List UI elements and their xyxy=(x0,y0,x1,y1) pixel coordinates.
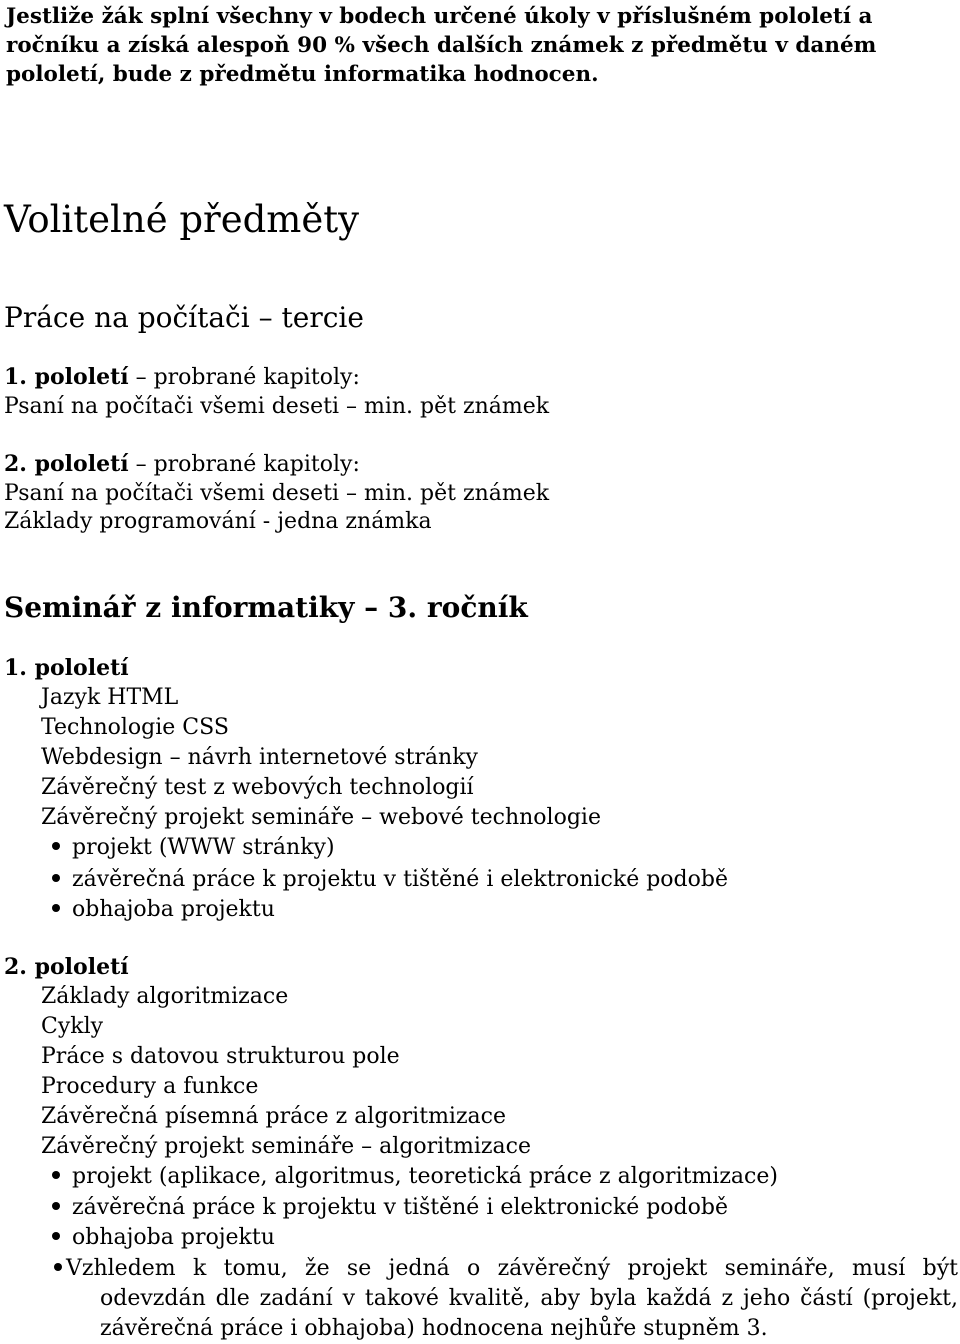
subject2-sem2-label: 2. pololetí xyxy=(4,954,129,980)
bullet-text: obhajoba projektu xyxy=(72,1225,275,1250)
subject2-sem1-item: Webdesign – návrh internetové stránky xyxy=(41,745,478,770)
intro-paragraph: Jestliže žák splní všechny v bodech určené úkoly v příslušném pololetí a ročníku a získá alespoň 90 % všech dalších známek z předmětu v daném pololetí, bude z předmětu informatika hodnocen. xyxy=(6,4,877,87)
section-title: Volitelné předměty xyxy=(4,198,360,241)
bullet-item xyxy=(52,1162,778,1192)
note-bullet xyxy=(54,1254,958,1344)
bullet-text: obhajoba projektu xyxy=(72,897,275,922)
subject2-sem2-item: Práce s datovou strukturou pole xyxy=(41,1044,400,1069)
subject2-sem1-item: Technologie CSS xyxy=(41,715,229,740)
subject2-sem2-item: Procedury a funkce xyxy=(41,1074,259,1099)
bullet-dot-icon xyxy=(52,842,60,850)
bullet-item xyxy=(52,1193,728,1223)
bullet-dot-icon xyxy=(52,874,60,882)
subject1-sem1-rest: – probrané kapitoly: xyxy=(128,365,360,390)
bullet-dot-icon xyxy=(52,904,60,912)
note-text: Vzhledem k tomu, že se jedná o závěrečný projekt semináře, musí být xyxy=(66,1256,958,1281)
subject1-sem1-heading xyxy=(4,362,360,393)
note-line: odevzdán dle zadání v takové kvalitě, aby byla každá z jeho částí (projekt, xyxy=(100,1286,958,1311)
bullet-dot-icon xyxy=(52,1171,60,1179)
bullet-item xyxy=(52,833,335,863)
bullet-text: projekt (aplikace, algoritmus, teoretická práce z algoritmizace) xyxy=(72,1164,778,1189)
subject1-sem2-item: Psaní na počítači všemi deseti – min. pět známek xyxy=(4,481,550,506)
subject2-title: Seminář z informatiky – 3. ročník xyxy=(4,591,528,624)
bullet-dot-icon xyxy=(52,1202,60,1210)
subject1-title: Práce na počítači – tercie xyxy=(4,301,364,334)
bullet-item xyxy=(52,865,728,895)
subject2-sem1-item: Závěrečný projekt semináře – webové technologie xyxy=(41,805,601,830)
subject2-sem1-item: Jazyk HTML xyxy=(41,685,179,710)
bullet-item xyxy=(52,1223,275,1253)
bullet-dot-icon xyxy=(52,1232,60,1240)
bullet-dot-icon xyxy=(54,1263,62,1271)
subject1-sem2-heading xyxy=(4,449,360,480)
note-line: závěrečná práce i obhajoba) hodnocena nejhůře stupněm 3. xyxy=(100,1316,768,1341)
subject2-sem2-item: Závěrečná písemná práce z algoritmizace xyxy=(41,1104,507,1129)
subject1-sem2-label: 2. pololetí xyxy=(4,451,129,477)
subject2-sem1-label: 1. pololetí xyxy=(4,655,129,681)
subject2-sem2-item: Závěrečný projekt semináře – algoritmizace xyxy=(41,1134,531,1159)
bullet-text: projekt (WWW stránky) xyxy=(72,835,335,860)
subject1-sem1-item: Psaní na počítači všemi deseti – min. pět známek xyxy=(4,394,550,419)
bullet-text: závěrečná práce k projektu v tištěné i elektronické podobě xyxy=(72,867,728,892)
bullet-text: závěrečná práce k projektu v tištěné i elektronické podobě xyxy=(72,1195,728,1220)
subject2-sem1-item: Závěrečný test z webových technologií xyxy=(41,775,474,800)
subject1-sem1-label: 1. pololetí xyxy=(4,364,129,390)
subject2-sem2-item: Základy algoritmizace xyxy=(41,984,289,1009)
note-line xyxy=(54,1254,958,1284)
subject2-sem2-item: Cykly xyxy=(41,1014,104,1039)
bullet-item xyxy=(52,895,275,925)
subject1-sem2-rest: – probrané kapitoly: xyxy=(128,452,360,477)
subject1-sem2-item: Základy programování - jedna známka xyxy=(4,509,432,534)
